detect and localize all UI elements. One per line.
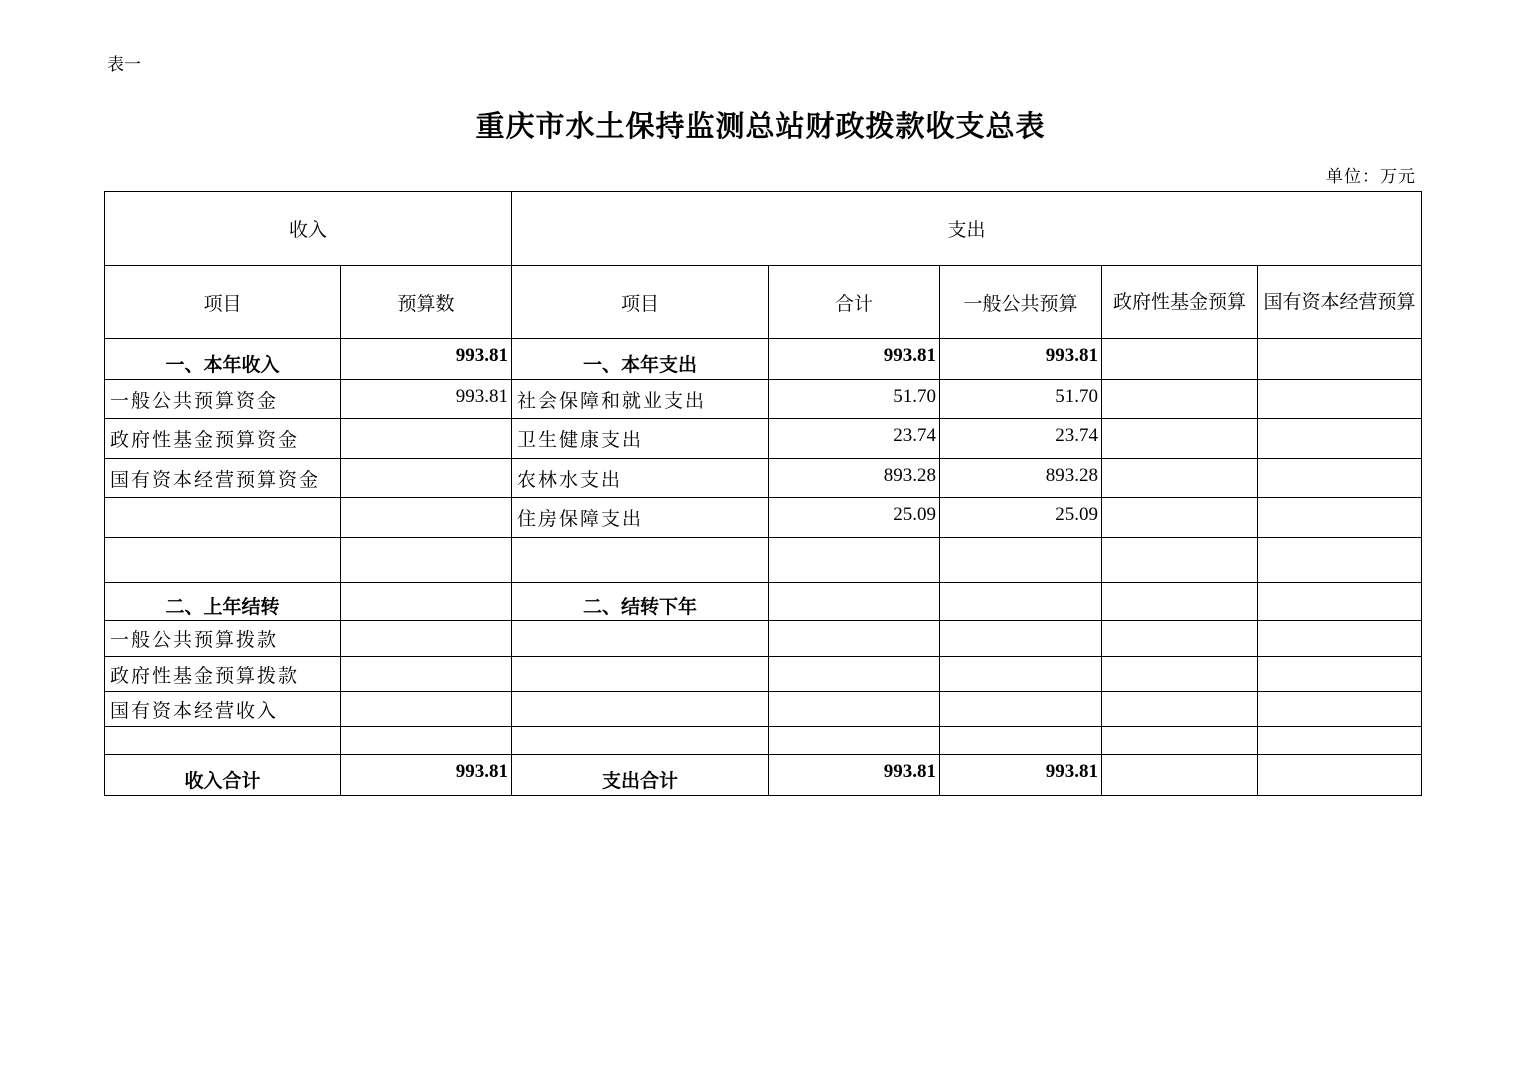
fund-cell — [1102, 498, 1258, 538]
expense-item-cell: 农林水支出 — [512, 459, 769, 498]
income-item-cell: 一、本年收入 — [105, 339, 341, 380]
table-row — [105, 380, 1422, 419]
general-cell — [940, 657, 1102, 692]
expense-total-value: 993.81 — [769, 755, 940, 796]
general-cell: 23.74 — [940, 419, 1102, 459]
fund-cell — [1102, 727, 1258, 755]
income-value-cell — [341, 459, 512, 498]
fund-cell — [1102, 538, 1258, 583]
expense-item-cell: 一、本年支出 — [512, 339, 769, 380]
general-cell: 51.70 — [940, 380, 1102, 419]
income-value-cell — [341, 692, 512, 727]
unit-label: 单位：万元 — [1326, 167, 1416, 187]
capital-cell — [1258, 339, 1422, 380]
general-cell: 893.28 — [940, 459, 1102, 498]
income-item-cell: 政府性基金预算资金 — [105, 419, 341, 459]
income-item-cell: 政府性基金预算拨款 — [105, 657, 341, 692]
expense-item-cell — [512, 727, 769, 755]
page-title: 重庆市水土保持监测总站财政拨款收支总表 — [475, 109, 1046, 143]
table-row — [105, 621, 1422, 657]
income-value-cell — [341, 498, 512, 538]
income-value-cell — [341, 621, 512, 657]
income-total-label: 收入合计 — [105, 755, 341, 796]
fund-cell — [1102, 583, 1258, 621]
general-cell — [940, 583, 1102, 621]
fund-total-value — [1102, 755, 1258, 796]
total-cell — [769, 583, 940, 621]
fund-cell — [1102, 692, 1258, 727]
income-item-cell: 二、上年结转 — [105, 583, 341, 621]
income-value-cell — [341, 657, 512, 692]
table-row — [105, 583, 1422, 621]
fund-cell — [1102, 419, 1258, 459]
expense-item-cell: 社会保障和就业支出 — [512, 380, 769, 419]
expense-item-cell — [512, 621, 769, 657]
income-value-cell — [341, 538, 512, 583]
header-row-1 — [105, 192, 1422, 266]
capital-cell — [1258, 538, 1422, 583]
total-cell: 23.74 — [769, 419, 940, 459]
total-cell — [769, 727, 940, 755]
income-item-cell — [105, 727, 341, 755]
general-cell — [940, 621, 1102, 657]
total-cell: 25.09 — [769, 498, 940, 538]
income-item-cell — [105, 498, 341, 538]
total-cell — [769, 538, 940, 583]
fund-cell — [1102, 621, 1258, 657]
income-item-cell: 国有资本经营收入 — [105, 692, 341, 727]
header-row-2 — [105, 266, 1422, 339]
total-cell: 993.81 — [769, 339, 940, 380]
capital-cell — [1258, 583, 1422, 621]
fund-cell — [1102, 459, 1258, 498]
expense-item-cell — [512, 538, 769, 583]
total-cell — [769, 621, 940, 657]
fund-cell — [1102, 380, 1258, 419]
income-item-cell — [105, 538, 341, 583]
general-budget-header: 一般公共预算 — [940, 266, 1102, 339]
income-item-cell: 一般公共预算资金 — [105, 380, 341, 419]
totals-row — [105, 755, 1422, 796]
total-cell — [769, 692, 940, 727]
table-row — [105, 538, 1422, 583]
income-header: 收入 — [105, 192, 512, 266]
expense-item-cell: 卫生健康支出 — [512, 419, 769, 459]
table-row — [105, 727, 1422, 755]
general-cell — [940, 538, 1102, 583]
expense-header: 支出 — [512, 192, 1422, 266]
expense-total-label: 支出合计 — [512, 755, 769, 796]
table-row — [105, 657, 1422, 692]
fund-cell — [1102, 339, 1258, 380]
income-value-cell: 993.81 — [341, 339, 512, 380]
expense-item-cell — [512, 657, 769, 692]
general-cell: 993.81 — [940, 339, 1102, 380]
general-total-value: 993.81 — [940, 755, 1102, 796]
general-cell: 25.09 — [940, 498, 1102, 538]
table-row — [105, 692, 1422, 727]
capital-cell — [1258, 498, 1422, 538]
state-capital-budget-header: 国有资本经营预算 — [1258, 266, 1422, 339]
table-row — [105, 498, 1422, 538]
income-budget-header: 预算数 — [341, 266, 512, 339]
total-cell: 51.70 — [769, 380, 940, 419]
capital-cell — [1258, 621, 1422, 657]
total-cell: 893.28 — [769, 459, 940, 498]
capital-cell — [1258, 380, 1422, 419]
general-cell — [940, 727, 1102, 755]
finance-table — [104, 191, 1422, 796]
expense-item-cell: 二、结转下年 — [512, 583, 769, 621]
table-label: 表一 — [107, 55, 141, 75]
income-item-cell: 国有资本经营预算资金 — [105, 459, 341, 498]
income-item-cell: 一般公共预算拨款 — [105, 621, 341, 657]
capital-cell — [1258, 459, 1422, 498]
capital-cell — [1258, 657, 1422, 692]
capital-total-value — [1258, 755, 1422, 796]
income-item-header: 项目 — [105, 266, 341, 339]
table-row — [105, 339, 1422, 380]
expense-item-cell: 住房保障支出 — [512, 498, 769, 538]
capital-cell — [1258, 419, 1422, 459]
general-cell — [940, 692, 1102, 727]
income-total-value: 993.81 — [341, 755, 512, 796]
total-header: 合计 — [769, 266, 940, 339]
expense-item-header: 项目 — [512, 266, 769, 339]
gov-fund-budget-header: 政府性基金预算 — [1102, 266, 1258, 339]
income-value-cell — [341, 727, 512, 755]
table-row — [105, 419, 1422, 459]
capital-cell — [1258, 727, 1422, 755]
income-value-cell: 993.81 — [341, 380, 512, 419]
income-value-cell — [341, 583, 512, 621]
capital-cell — [1258, 692, 1422, 727]
total-cell — [769, 657, 940, 692]
table-row — [105, 459, 1422, 498]
fund-cell — [1102, 657, 1258, 692]
expense-item-cell — [512, 692, 769, 727]
income-value-cell — [341, 419, 512, 459]
